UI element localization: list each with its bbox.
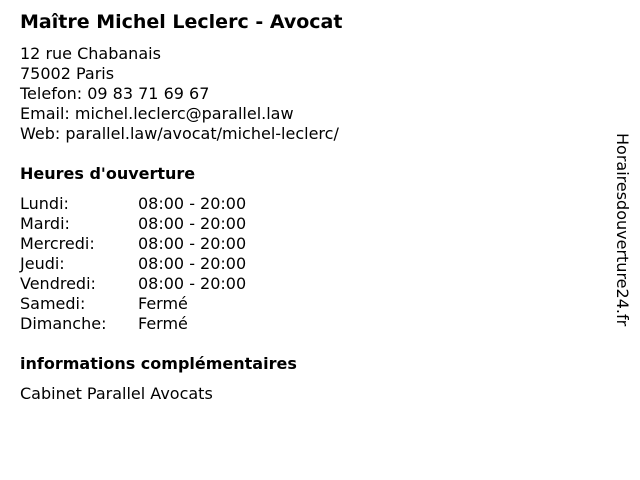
contact-block <box>20 44 339 144</box>
day-label: Jeudi: <box>20 254 65 273</box>
day-label: Mercredi: <box>20 234 95 253</box>
time-value: 08:00 - 20:00 <box>138 254 247 273</box>
time-value: 08:00 - 20:00 <box>138 234 247 253</box>
phone-line: Telefon: 09 83 71 69 67 <box>20 84 210 103</box>
day-label: Mardi: <box>20 214 70 233</box>
address-city: 75002 Paris <box>20 64 115 83</box>
time-value: Fermé <box>138 314 188 333</box>
day-label: Samedi: <box>20 294 86 313</box>
hours-row-friday <box>20 274 320 294</box>
opening-hours-heading: Heures d'ouverture <box>20 164 196 183</box>
page-title: Maître Michel Leclerc - Avocat <box>20 11 343 33</box>
hours-row-monday <box>20 194 320 214</box>
time-value: 08:00 - 20:00 <box>138 214 247 233</box>
additional-info-text: Cabinet Parallel Avocats <box>20 384 213 403</box>
address-street: 12 rue Chabanais <box>20 44 161 63</box>
email-line: Email: michel.leclerc@parallel.law <box>20 104 294 123</box>
hours-row-saturday <box>20 294 320 314</box>
web-line: Web: parallel.law/avocat/michel-leclerc/ <box>20 124 339 143</box>
day-label: Dimanche: <box>20 314 107 333</box>
time-value: Fermé <box>138 294 188 313</box>
watermark-site-label: Horairesdouverture24.fr <box>613 133 632 327</box>
hours-row-sunday <box>20 314 320 334</box>
time-value: 08:00 - 20:00 <box>138 194 247 213</box>
day-label: Lundi: <box>20 194 69 213</box>
opening-hours-table <box>20 194 320 334</box>
time-value: 08:00 - 20:00 <box>138 274 247 293</box>
hours-row-wednesday <box>20 234 320 254</box>
day-label: Vendredi: <box>20 274 96 293</box>
hours-row-thursday <box>20 254 320 274</box>
hours-row-tuesday <box>20 214 320 234</box>
additional-info-heading: informations complémentaires <box>20 354 297 373</box>
